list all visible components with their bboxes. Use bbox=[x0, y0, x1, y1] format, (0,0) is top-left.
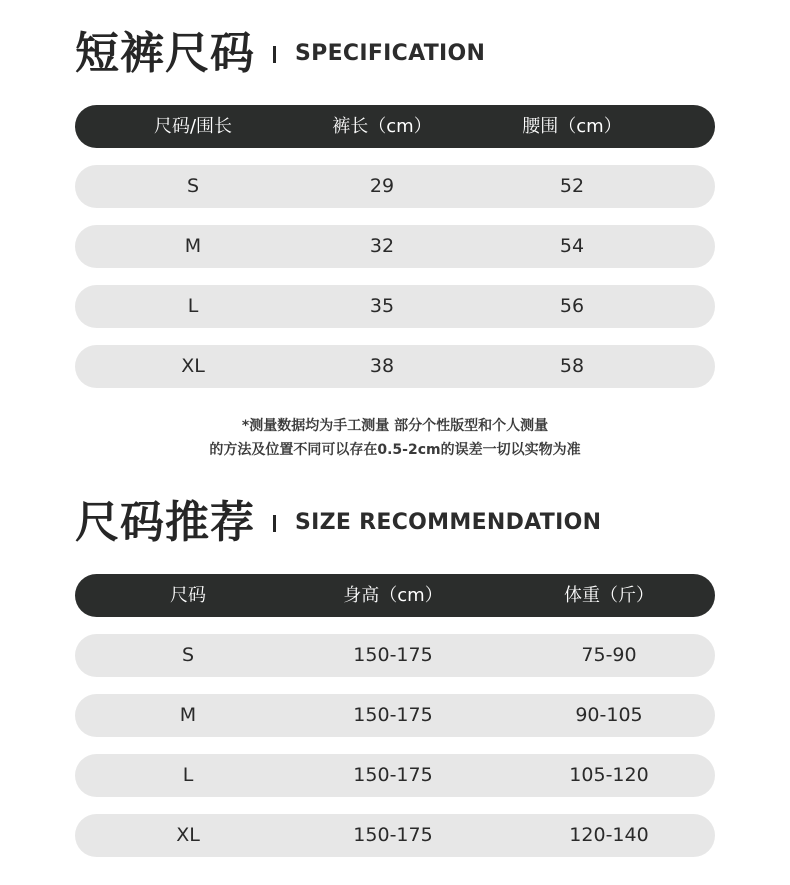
table-row bbox=[75, 345, 715, 388]
size-cell: M bbox=[184, 235, 202, 257]
table-row bbox=[75, 814, 715, 857]
measurement-note bbox=[75, 414, 715, 462]
weight-cell: 120-140 bbox=[569, 824, 649, 846]
height-cell: 150-175 bbox=[353, 764, 433, 786]
waist-cell: 56 bbox=[559, 295, 585, 317]
size-cell: L bbox=[182, 764, 194, 786]
size-cell: XL bbox=[176, 824, 200, 846]
size-cell: M bbox=[179, 704, 197, 726]
table-row bbox=[75, 225, 715, 268]
recommend-section-heading bbox=[75, 493, 601, 553]
recommend-title-cn: 尺码推荐 bbox=[75, 497, 255, 548]
length-cell: 29 bbox=[369, 175, 395, 197]
spec-table-header bbox=[75, 105, 715, 148]
weight-cell: 105-120 bbox=[569, 764, 649, 786]
table-row bbox=[75, 694, 715, 737]
spec-title-cn: 短裤尺码 bbox=[75, 28, 255, 79]
spec-col-size: 尺码/围长 bbox=[153, 116, 233, 137]
size-cell: L bbox=[187, 295, 199, 317]
waist-cell: 58 bbox=[559, 355, 585, 377]
note-line-2: 的方法及位置不同可以存在0.5-2cm的误差一切以实物为准 bbox=[209, 442, 581, 458]
recommend-table-header bbox=[75, 574, 715, 617]
size-cell: XL bbox=[181, 355, 205, 377]
table-row bbox=[75, 285, 715, 328]
heading-divider bbox=[273, 46, 276, 63]
weight-cell: 90-105 bbox=[575, 704, 643, 726]
height-cell: 150-175 bbox=[353, 824, 433, 846]
recommend-col-height: 身高（cm） bbox=[343, 585, 443, 606]
spec-title-en: SPECIFICATION bbox=[295, 41, 486, 66]
table-row bbox=[75, 754, 715, 797]
heading-divider bbox=[273, 515, 276, 532]
height-cell: 150-175 bbox=[353, 704, 433, 726]
table-row bbox=[75, 165, 715, 208]
waist-cell: 52 bbox=[559, 175, 585, 197]
length-cell: 38 bbox=[369, 355, 395, 377]
size-cell: S bbox=[181, 644, 195, 666]
size-cell: S bbox=[186, 175, 200, 197]
table-row bbox=[75, 634, 715, 677]
recommend-col-weight: 体重（斤） bbox=[564, 585, 654, 606]
note-line-1: *测量数据均为手工测量 部分个性版型和个人测量 bbox=[241, 418, 549, 434]
length-cell: 32 bbox=[369, 235, 395, 257]
height-cell: 150-175 bbox=[353, 644, 433, 666]
spec-col-waist: 腰围（cm） bbox=[522, 116, 622, 137]
recommend-title-en: SIZE RECOMMENDATION bbox=[295, 510, 602, 535]
spec-col-length: 裤长（cm） bbox=[332, 116, 432, 137]
recommend-col-size: 尺码 bbox=[170, 585, 206, 606]
spec-section-heading bbox=[75, 24, 485, 84]
waist-cell: 54 bbox=[559, 235, 585, 257]
weight-cell: 75-90 bbox=[581, 644, 637, 666]
length-cell: 35 bbox=[369, 295, 395, 317]
